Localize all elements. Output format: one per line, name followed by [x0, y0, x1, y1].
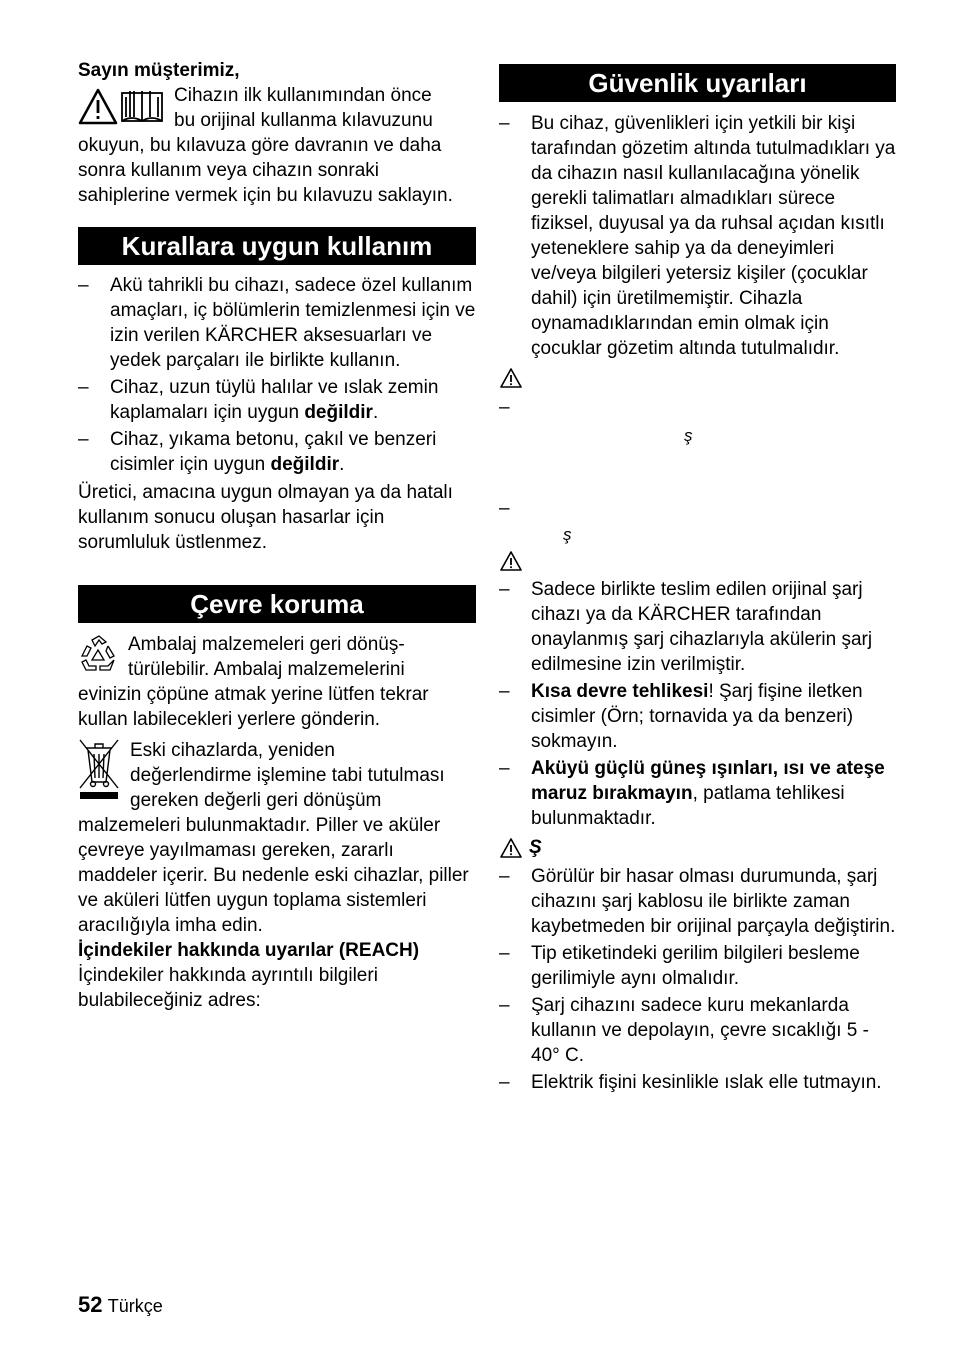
recycle-line-1: Ambalaj malzemeleri geri dönüş-	[128, 634, 405, 655]
page-number: 52	[78, 1292, 103, 1317]
environment-heading: Çevre koruma	[78, 585, 476, 623]
recycle-icon-wrap	[78, 634, 120, 678]
warning-row	[499, 365, 896, 390]
list-item: – Kısa devre tehlikesi! Şarj fişine iletken cisimler (Örn; tornavida ya da benzeri) sokmayın.	[499, 679, 896, 754]
charger-list	[499, 864, 896, 1095]
intro-line-2: bu orijinal kullanma kılavuzunu	[174, 110, 433, 131]
list-item: – Aküyü güçlü güneş ışınları, ısı ve ateşe maruz bırakmayın, patlama tehlikesi bulunmaktadır.	[499, 756, 896, 831]
blank-list-block-1	[499, 390, 896, 490]
stray-char: ş	[684, 426, 693, 445]
greeting: Sayın müşterimiz,	[78, 60, 240, 81]
intro-block	[78, 83, 476, 208]
recycle-line-2: türülebilir. Ambalaj malzemelerini	[128, 659, 405, 680]
weee-line-3: gereken değerli geri dönüşüm	[130, 790, 382, 811]
reach-title: İçindekiler hakkında uyarılar (REACH)	[78, 940, 420, 961]
warning-row	[499, 548, 896, 573]
weee-text: malzemeleri bulunmaktadır. Piller ve aküler çevreye yayılmaması gereken, zararlı maddeler içerir. Bu nedenle eski cihazlar, piller ve aküleri lütfen uygun toplama sistemleri aracılığıyla imha edin.	[78, 815, 469, 936]
warning-letter: Ş	[529, 837, 542, 858]
crossed-bin-icon-wrap	[78, 738, 120, 800]
warning-row	[499, 835, 896, 860]
warning-triangle-icon	[499, 550, 523, 572]
list-item: – Sadece birlikte teslim edilen orijinal şarj cihazı ya da KÄRCHER tarafından onaylanmış şarj cihazlarıyla akülerin şarj edilmesine izin verilmiştir.	[499, 577, 896, 677]
intro-line-1: Cihazın ilk kullanımından önce	[174, 85, 432, 106]
recycle-icon	[78, 634, 120, 678]
intro-icons	[78, 87, 166, 127]
right-column	[499, 64, 896, 1095]
list-item: – Elektrik fişini kesinlikle ıslak elle tutmayın.	[499, 1070, 896, 1095]
charge-list	[499, 577, 896, 831]
dash-mark: –	[499, 397, 510, 418]
warning-triangle-icon	[80, 90, 116, 123]
weee-block	[78, 738, 476, 938]
language-label: Türkçe	[107, 1296, 163, 1316]
weee-line-1: Eski cihazlarda, yeniden	[130, 740, 335, 761]
list-item: – Akü tahrikli bu cihazı, sadece özel kullanım amaçları, iç bölümlerin temizlenmesi için ve izin verilen KÄRCHER aksesuarları ve yedek parçaları ile birlikte kullanın.	[78, 273, 476, 373]
list-item: – Cihaz, uzun tüylü halılar ve ıslak zemin kaplamaları için uygun değildir.	[78, 375, 476, 425]
safety-list	[499, 111, 896, 361]
list-item: – Görülür bir hasar olması durumunda, şarj cihazını şarj kablosu ile birlikte zaman kaybetmeden bir orijinal parçayla değiştirin.	[499, 864, 896, 939]
recycle-block	[78, 632, 476, 732]
list-item: – Şarj cihazını sadece kuru mekanlarda kullanın ve depolayın, çevre sıcaklığı 5 - 40° C.	[499, 993, 896, 1068]
manual-book-icon	[122, 91, 162, 121]
reach-text: İçindekiler hakkında ayrıntılı bilgileri bulabileceğiniz adres:	[78, 965, 378, 1011]
warning-triangle-icon	[499, 837, 523, 859]
recycle-text: evinizin çöpüne atmak yerine lütfen tekrar kullan labilecekleri yerlere gönderin.	[78, 684, 429, 730]
left-column	[78, 58, 476, 1013]
crossed-bin-icon	[78, 738, 120, 800]
intended-use-heading: Kurallara uygun kullanım	[78, 227, 476, 265]
list-item: – Bu cihaz, güvenlikleri için yetkili bir kişi tarafından gözetim altında tutulmadıkları ya da cihazın nasıl kullanılacağına yönelik gerekli talimatları almadıkları sürece fiziksel, duyusal ya da ruhsal açıdan kısıtlı yeteneklere sahip ya da deneyimleri ve/veya bilgileri yetersiz kişiler (çocuklar dahil) için üretilmemiştir. Cihazla oynamadıklarından emin olmak için çocuklar gözetim altında tutulmalıdır.	[499, 111, 896, 361]
list-item: – Cihaz, yıkama betonu, çakıl ve benzeri cisimler için uygun değildir.	[78, 427, 476, 477]
weee-line-2: değerlendirme işlemine tabi tutulması	[130, 765, 445, 786]
warning-triangle-icon	[499, 367, 523, 389]
intro-text: okuyun, bu kılavuza göre davranın ve daha sonra kullanım veya cihazın sonraki sahiplerine vermek için bu kılavuzu saklayın.	[78, 135, 453, 206]
blank-list-block-2	[499, 490, 896, 548]
list-item: – Tip etiketindeki gerilim bilgileri besleme gerilimiyle aynı olmalıdır.	[499, 941, 896, 991]
dash-mark: –	[499, 498, 510, 519]
warning-manual-icon	[78, 87, 166, 127]
page-footer	[78, 1292, 163, 1319]
safety-heading: Güvenlik uyarıları	[499, 64, 896, 102]
stray-char: ş	[563, 525, 572, 544]
intended-use-list	[78, 273, 476, 477]
liability-note: Üretici, amacına uygun olmayan ya da hatalı kullanım sonucu oluşan hasarlar için sorumluluk üstlenmez.	[78, 482, 453, 553]
